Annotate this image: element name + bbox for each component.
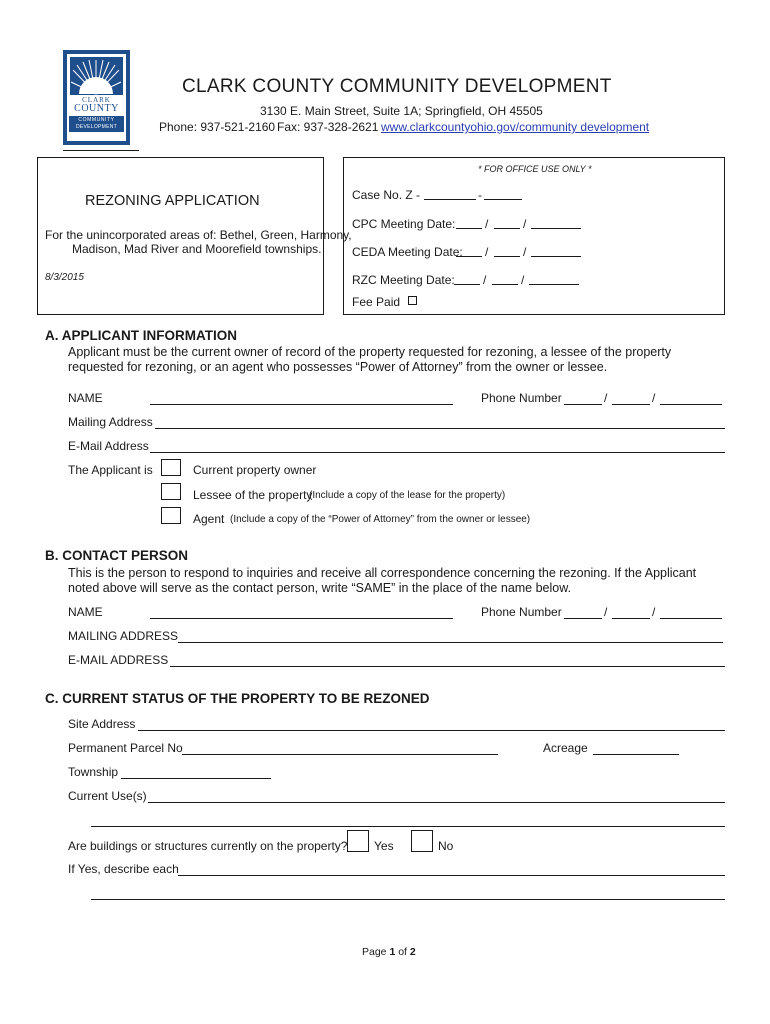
section-b-heading: B. CONTACT PERSON [45, 548, 189, 563]
applicant-phone-prefix[interactable] [612, 404, 650, 405]
fee-paid-label: Fee Paid [352, 295, 401, 309]
contact-phone-line[interactable] [660, 618, 722, 619]
ceda-date-month[interactable] [456, 256, 482, 257]
case-no-label: Case No. Z - [352, 188, 421, 202]
contact-email-label: E-MAIL ADDRESS [68, 653, 169, 667]
applicant-phone-area[interactable] [564, 404, 602, 405]
describe-label: If Yes, describe each [68, 862, 179, 876]
township-field[interactable] [121, 778, 271, 779]
agent-label: Agent [193, 512, 225, 526]
office-use-box [343, 157, 725, 315]
current-use-field-1[interactable] [148, 802, 725, 803]
contact-phone-area[interactable] [564, 618, 602, 619]
ceda-date-label: CEDA Meeting Date: [352, 245, 463, 259]
rzc-slash-1: / [483, 273, 487, 287]
office-use-header: * FOR OFFICE USE ONLY * [478, 164, 592, 174]
logo-divider [63, 150, 139, 151]
cpc-slash-1: / [485, 217, 489, 231]
ceda-slash-1: / [485, 245, 489, 259]
areas-line-2: Madison, Mad River and Moorefield townships. [72, 242, 322, 256]
section-a-desc-2: requested for rezoning, or an agent who possesses “Power of Attorney” from the owner or lessee. [68, 360, 608, 374]
section-c-heading: C. CURRENT STATUS OF THE PROPERTY TO BE REZONED [45, 691, 430, 706]
cpc-date-label: CPC Meeting Date: [352, 217, 456, 231]
ceda-date-day[interactable] [494, 256, 520, 257]
current-owner-label: Current property owner [193, 463, 317, 477]
case-no-field-1[interactable] [424, 199, 476, 200]
site-address-label: Site Address [68, 717, 136, 731]
buildings-yes-checkbox[interactable] [347, 830, 369, 852]
application-title: REZONING APPLICATION [85, 193, 260, 209]
current-owner-checkbox[interactable] [161, 459, 181, 476]
rzc-date-day[interactable] [492, 284, 518, 285]
lessee-note: (Include a copy of the lease for the property) [309, 490, 506, 501]
section-b-desc-1: This is the person to respond to inquiries and receive all correspondence concerning the rezoning. If the Applicant [68, 566, 697, 580]
contact-phone-prefix[interactable] [612, 618, 650, 619]
parcel-no-label: Permanent Parcel No [68, 741, 183, 755]
cpc-slash-2: / [523, 217, 527, 231]
logo-text-community: COMMUNITY [78, 117, 115, 123]
cpc-date-month[interactable] [456, 228, 482, 229]
page-number: 1 [389, 946, 396, 958]
logo-text-clark: CLARK [82, 96, 111, 104]
buildings-no-label: No [438, 839, 454, 853]
contact-mailing-label: MAILING ADDRESS [68, 629, 179, 643]
logo-text-county: COUNTY [74, 103, 119, 114]
website-link[interactable]: www.clarkcountyohio.gov/community development [381, 120, 650, 134]
applicant-phone-slash-1: / [604, 391, 608, 405]
site-address-field[interactable] [138, 730, 725, 731]
agent-note: (Include a copy of the “Power of Attorney” from the owner or lessee) [230, 514, 531, 525]
applicant-email-label: E-Mail Address [68, 439, 149, 453]
lessee-label: Lessee of the property [193, 488, 313, 502]
acreage-label: Acreage [543, 741, 588, 755]
applicant-phone-label: Phone Number [481, 391, 562, 405]
contact-name-label: NAME [68, 605, 103, 619]
page-indicator [362, 945, 416, 959]
contact-phone-slash-2: / [652, 605, 656, 619]
case-no-dash: - [478, 188, 482, 202]
acreage-field[interactable] [593, 754, 679, 755]
applicant-phone-slash-2: / [652, 391, 656, 405]
form-date: 8/3/2015 [45, 272, 84, 283]
buildings-question: Are buildings or structures currently on the property? [68, 839, 348, 853]
ceda-slash-2: / [523, 245, 527, 259]
cpc-date-day[interactable] [494, 228, 520, 229]
phone-line: Phone: 937-521-2160 [159, 120, 276, 134]
applicant-mailing-label: Mailing Address [68, 415, 153, 429]
case-no-field-2[interactable] [484, 199, 522, 200]
contact-phone-label: Phone Number [481, 605, 562, 619]
contact-mailing-field[interactable] [178, 642, 723, 643]
applicant-email-field[interactable] [150, 452, 725, 453]
buildings-yes-label: Yes [374, 839, 394, 853]
logo-text-development: DEVELOPMENT [75, 124, 118, 130]
agent-checkbox[interactable] [161, 507, 181, 524]
cpc-date-year[interactable] [531, 228, 581, 229]
contact-name-field[interactable] [150, 618, 453, 619]
section-a-desc-1: Applicant must be the current owner of record of the property requested for rezoning, a lessee of the property [68, 345, 672, 359]
buildings-no-checkbox[interactable] [411, 830, 433, 852]
section-a-heading: A. APPLICANT INFORMATION [45, 328, 237, 343]
page-total: 2 [409, 946, 416, 958]
section-b-desc-2: noted above will serve as the contact person, write “SAME” in the place of the name below. [68, 581, 572, 595]
organization-title: CLARK COUNTY COMMUNITY DEVELOPMENT [182, 76, 612, 97]
current-use-label: Current Use(s) [68, 789, 147, 803]
address-line: 3130 E. Main Street, Suite 1A; Springfield, OH 45505 [260, 104, 543, 118]
rzc-date-label: RZC Meeting Date: [352, 273, 455, 287]
rzc-date-year[interactable] [529, 284, 579, 285]
county-logo [63, 50, 130, 145]
township-label: Township [68, 765, 119, 779]
page-of-label: of [398, 946, 407, 958]
applicant-name-label: NAME [68, 391, 103, 405]
applicant-name-field[interactable] [150, 404, 453, 405]
current-use-field-2[interactable] [91, 826, 725, 827]
applicant-mailing-field[interactable] [155, 428, 725, 429]
describe-field-1[interactable] [178, 875, 725, 876]
lessee-checkbox[interactable] [161, 483, 181, 500]
contact-phone-slash-1: / [604, 605, 608, 619]
fee-paid-checkbox[interactable] [408, 296, 417, 305]
rzc-date-month[interactable] [454, 284, 480, 285]
applicant-is-label: The Applicant is [68, 463, 153, 477]
parcel-no-field[interactable] [182, 754, 498, 755]
ceda-date-year[interactable] [531, 256, 581, 257]
rzc-slash-2: / [521, 273, 525, 287]
areas-line-1: For the unincorporated areas of: Bethel, Green, Harmony, [45, 228, 352, 242]
fax-line: Fax: 937-328-2621 [277, 120, 379, 134]
describe-field-2[interactable] [91, 899, 725, 900]
page-label: Page [362, 946, 387, 958]
contact-email-field[interactable] [170, 666, 725, 667]
applicant-phone-line[interactable] [660, 404, 722, 405]
